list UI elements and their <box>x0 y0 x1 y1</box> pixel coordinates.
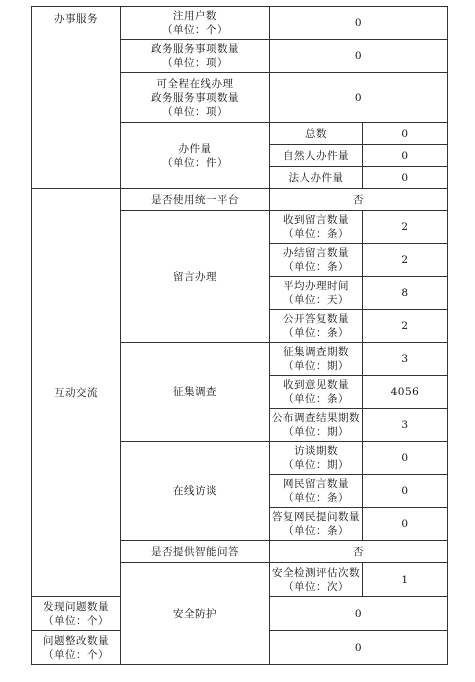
metric-value-unified-platform: 否 <box>270 189 448 211</box>
sub-label-interview-periods: 访谈期数 （单位：期） <box>270 442 363 475</box>
section-label-security: 安全防护 <box>121 563 270 665</box>
metric-label-service-items: 政务服务事项数量 （单位：项） <box>121 40 270 73</box>
metric-label-registered-users: 注用户数 （单位：个） <box>121 7 270 40</box>
metric-value-service-items: 0 <box>270 40 448 73</box>
metric-label-security-checks: 安全检测评估次数 （单位：次） <box>270 563 363 597</box>
metric-label-unified-platform: 是否使用统一平台 <box>121 189 270 211</box>
sub-label-messages-received: 收到留言数量 （单位：条） <box>270 211 363 244</box>
sub-value-survey-opinions: 4056 <box>363 376 448 409</box>
metric-value-smart-qa: 否 <box>270 541 448 563</box>
sub-label-cases-total: 总数 <box>270 123 363 145</box>
sub-label-survey-periods: 征集调查期数 （单位：期） <box>270 343 363 376</box>
sub-value-interview-messages: 0 <box>363 475 448 508</box>
sub-value-messages-closed: 2 <box>363 244 448 277</box>
sub-label-survey-opinions: 收到意见数量 （单位：条） <box>270 376 363 409</box>
sub-label-cases-person: 自然人办件量 <box>270 145 363 167</box>
sub-value-interview-periods: 0 <box>363 442 448 475</box>
metric-value-problems-fixed: 0 <box>270 631 448 665</box>
metric-label-problems-fixed: 问题整改数量 （单位：个） <box>32 631 121 665</box>
sub-value-cases-person: 0 <box>363 145 448 167</box>
metric-label-problems-found: 发现问题数量 （单位：个） <box>32 597 121 631</box>
metric-value-registered-users: 0 <box>270 7 448 40</box>
sub-label-cases-legal: 法人办件量 <box>270 167 363 189</box>
group-label-messages: 留言办理 <box>121 211 270 343</box>
sub-value-interview-replies: 0 <box>363 508 448 541</box>
sub-label-messages-public-replies: 公开答复数量 （单位：条） <box>270 310 363 343</box>
sub-value-survey-periods: 3 <box>363 343 448 376</box>
section-label-service: 办事服务 <box>32 7 121 189</box>
sub-label-interview-replies: 答复网民提问数量 （单位：条） <box>270 508 363 541</box>
sub-label-messages-closed: 办结留言数量 （单位：条） <box>270 244 363 277</box>
sub-value-cases-legal: 0 <box>363 167 448 189</box>
table-row <box>32 189 448 211</box>
table-row <box>32 7 448 40</box>
sub-value-messages-received: 2 <box>363 211 448 244</box>
group-label-interview: 在线访谈 <box>121 442 270 541</box>
sub-value-messages-avg-time: 8 <box>363 277 448 310</box>
sub-value-messages-public-replies: 2 <box>363 310 448 343</box>
metric-value-online-items: 0 <box>270 73 448 123</box>
metric-label-online-items: 可全程在线办理 政务服务事项数量 （单位：项） <box>121 73 270 123</box>
section-label-interaction: 互动交流 <box>32 189 121 597</box>
metric-label-cases: 办件量 （单位：件） <box>121 123 270 189</box>
sub-label-survey-results: 公布调查结果期数 （单位：期） <box>270 409 363 442</box>
metric-value-problems-found: 0 <box>270 597 448 631</box>
metric-value-security-checks: 1 <box>363 563 448 597</box>
metric-label-smart-qa: 是否提供智能问答 <box>121 541 270 563</box>
sub-label-messages-avg-time: 平均办理时间 （单位：天） <box>270 277 363 310</box>
group-label-survey: 征集调查 <box>121 343 270 442</box>
sub-value-cases-total: 0 <box>363 123 448 145</box>
sub-value-survey-results: 3 <box>363 409 448 442</box>
statistics-table <box>31 6 448 665</box>
sub-label-interview-messages: 网民留言数量 （单位：条） <box>270 475 363 508</box>
